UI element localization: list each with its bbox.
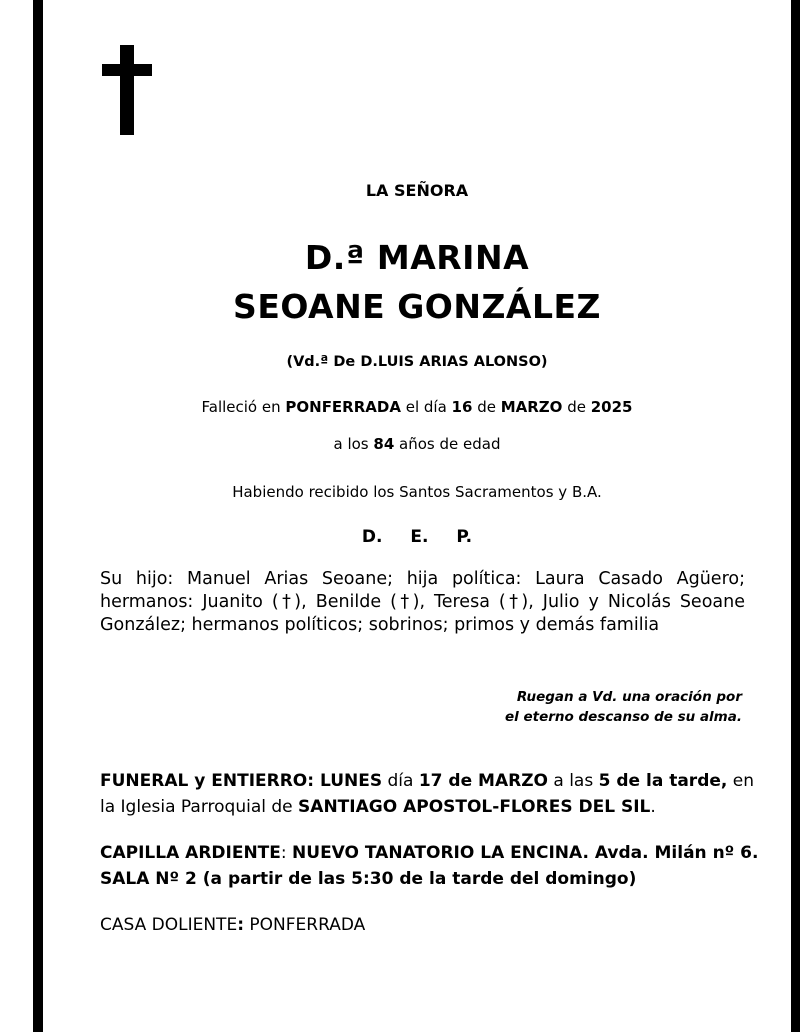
right-border (791, 0, 800, 1032)
funeral-time: 5 de la tarde, (598, 771, 728, 791)
dep: D. E. P. (361, 527, 473, 547)
funeral-label: FUNERAL y ENTIERRO: LUNES (100, 771, 383, 791)
family-line: Su hijo: Manuel Arias Seoane; hija política: Laura Casado Agüero; (100, 569, 745, 589)
funeral-date: 17 de MARZO (418, 771, 548, 791)
capilla-room: SALA Nº 2 (a partir de las 5:30 de la tarde del domingo) (100, 869, 637, 889)
death-info: Falleció en PONFERRADA el día 16 de MARZO de 2025 (201, 398, 633, 416)
deceased-name-line2: SEOANE GONZÁLEZ (233, 287, 601, 326)
funeral-info: FUNERAL y ENTIERRO: LUNES día 17 de MARZO a las 5 de la tarde, en la Iglesia Parroquial de SANTIAGO APOSTOL-FLORES DEL SIL. (100, 771, 754, 817)
family-line: González; hermanos políticos; sobrinos; primos y demás familia (100, 615, 660, 635)
death-day: 16 (451, 398, 473, 416)
capilla-location: NUEVO TANATORIO LA ENCINA. Avda. Milán nº 6. (292, 843, 759, 863)
deceased-name-line1: D.ª MARINA (304, 238, 530, 277)
casa-value: PONFERRADA (244, 915, 366, 935)
widow-of: (Vd.ª De D.LUIS ARIAS ALONSO) (286, 354, 548, 370)
title: LA SEÑORA (365, 181, 469, 200)
capilla-label: CAPILLA ARDIENTE (100, 843, 281, 863)
death-place: PONFERRADA (285, 398, 401, 416)
family-list (100, 568, 745, 637)
prayer-request: Ruegan a Vd. una oración por el eterno descanso de su alma. (505, 689, 742, 725)
casa-doliente: CASA DOLIENTE: PONFERRADA (100, 915, 366, 935)
funeral-church: SANTIAGO APOSTOL-FLORES DEL SIL (298, 797, 651, 817)
left-border (33, 0, 43, 1032)
age-info: a los 84 años de edad (333, 435, 501, 453)
capilla-info: CAPILLA ARDIENTE: NUEVO TANATORIO LA ENCINA. Avda. Milán nº 6. SALA Nº 2 (a partir de las 5:30 de la tarde del domingo) (100, 840, 745, 892)
sacraments: Habiendo recibido los Santos Sacramentos y B.A. (232, 483, 602, 501)
death-year: 2025 (590, 398, 633, 416)
cross-icon (102, 45, 152, 135)
death-month: MARZO (500, 398, 563, 416)
family-line: hermanos: Juanito (†), Benilde (†), Teresa (†), Julio y Nicolás Seoane (100, 592, 745, 612)
age-value: 84 (373, 435, 395, 453)
